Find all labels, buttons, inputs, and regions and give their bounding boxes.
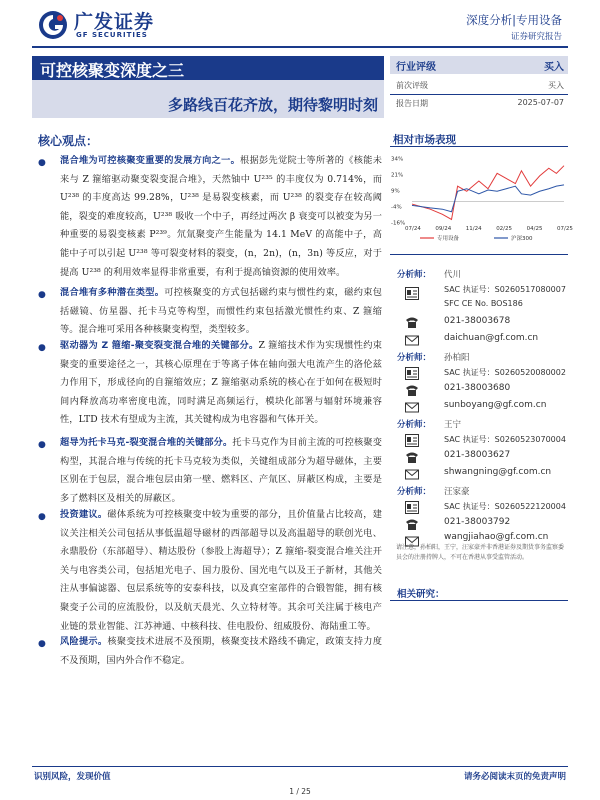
x-tick-label: 09/24 — [435, 226, 452, 232]
paragraph-text: Z 箍缩技术作为实现惯性约束聚变的重要途径之一，其核心原理在于等离子体在轴向强大电流产生的洛伦兹力作用下，形成径向的自箍缩效应；Z 箍缩驱动系统的核心在于如何在极短时间内释放高功率密度电流，同时满足高频运行，模块化部署与辐射环境兼容性，LTD 技术有望成为主流，其关键构成为电容器和气体开关。 — [60, 340, 382, 426]
report-date-label: 报告日期 — [396, 99, 428, 108]
paragraph-3 — [60, 337, 382, 430]
bullet-icon: ● — [38, 512, 46, 522]
chart-bottom-divider — [390, 254, 568, 255]
y-tick-label: 21% — [391, 172, 404, 179]
series-line-0 — [412, 166, 564, 220]
id-card-icon — [405, 367, 419, 380]
analyst-name: 王宁 — [444, 420, 462, 430]
bullet-icon: ● — [38, 440, 46, 450]
report-category: 深度分析|专用设备 — [466, 13, 562, 27]
analyst-disclaimer: 请注意，孙柏阳，王宁，汪家豪并非香港证券及期货事务监察委员会的注册持牌人，不可在香港从事受监管活动。 — [396, 544, 565, 561]
analyst-name: 汪家豪 — [444, 487, 470, 497]
brand-name-en: GF SECURITIES — [76, 31, 148, 39]
id-card-icon — [405, 434, 419, 447]
report-subtitle: 多路线百花齐放，期待黎明时刻 — [167, 96, 378, 114]
y-tick-label: 9% — [391, 188, 400, 195]
paragraph-lead: 混合堆有多种潜在类型。 — [60, 287, 165, 298]
id-card-icon — [405, 287, 419, 300]
footer-slogan: 识别风险，发现价值 — [34, 772, 111, 782]
x-tick-label: 02/25 — [496, 226, 513, 232]
analyst-phone: 021-38003792 — [444, 517, 511, 527]
paragraph-text: 核聚变技术进展不及预期，核聚变技术路线不确定，政策支持力度不及预期，国内外合作不稳定。 — [60, 636, 383, 666]
paragraph-lead: 混合堆为可控核聚变重要的发展方向之一。 — [60, 155, 241, 166]
analyst-email[interactable]: daichuan@gf.com.cn — [444, 333, 539, 343]
analyst-label: 分析师： — [397, 353, 432, 363]
x-tick-label: 11/24 — [465, 226, 482, 232]
prev-rating-label: 前次评级 — [396, 81, 428, 90]
mail-icon — [405, 401, 419, 414]
paragraph-5 — [60, 506, 382, 636]
relative-performance-chart — [390, 150, 573, 245]
paragraph-text: 托卡马克作为目前主流的可控核聚变构型，其混合堆与传统的托卡马克较为类似，关键组成部分为超导磁体，主要区别在于包层，混合堆包层由第一壁、燃料区、产氚区、屏蔽区构成，主要是多了燃料区及相关的屏蔽区。 — [60, 437, 382, 504]
legend-label: 专用设备 — [437, 236, 460, 242]
y-tick-label: -16% — [391, 220, 406, 227]
x-tick-label: 07/24 — [405, 226, 421, 232]
paragraph-lead: 超导为托卡马克-裂变混合堆的关键部分。 — [60, 437, 233, 448]
brand-name-cn: 广发证券 — [74, 11, 155, 33]
x-tick-label: 07/25 — [557, 226, 573, 232]
paragraph-text: 可控核聚变的方式包括磁约束与惯性约束，磁约束包括磁镜、仿星器、托卡马克等构型，而惯性约束包括激光惯性约束、Z 箍缩等。混合堆可采用各种核聚变构型，类型较多。 — [60, 287, 382, 336]
phone-icon — [405, 316, 419, 329]
bullet-icon: ● — [38, 158, 46, 168]
analyst-label: 分析师： — [397, 420, 432, 430]
analyst-label: 分析师： — [397, 487, 432, 497]
rating-value: 买入 — [544, 62, 564, 73]
gf-logo-icon — [38, 10, 68, 40]
paragraph-text: 磁体系统为可控核聚变中较为重要的部分，且价值量占比较高，建议关注相关公司包括从事低温超导磁材的西部超导以及高温超导的联创光电、永鼎股份（东部超导）、精达股份（参股上海超导）；Z 箍缩-裂变混合堆关注开关与电容类公司，包括旭光电子、国力股份、国光电气以及王子新材，其他关注从事偏滤器、包层系统等的安泰科技，以及真空室部件的合锻智能，拥有核聚变子公司的应流股份，以及航天晨光、久立特材等。其余可关注属于核电产业链的景业智能、江苏神通、中核科技、佳电股份、纽威股份、海陆重工等。 — [60, 509, 383, 632]
analyst-name: 代川 — [444, 270, 462, 280]
paragraph-text: 根据彭先觉院士等所著的《核能未来与 Z 箍缩驱动聚变裂变混合堆》，天然铀中 U²³⁵ 的丰度仅为 0.714%，而 U²³⁸ 的丰度高达 99.28%，U²³⁸ 是易裂变核素，而 U²³⁸ 的裂变存在较高阈能，裂变的难度较高，U²³⁸ 吸收一个中子，再经过两次 β 衰变可以被变为另一种重要的易裂变核素 P²³⁹。氘氚聚变产生能量为 14.1 MeV 的高能中子，高能中子可以引起 U²³⁸ 等可裂变材料的裂变，(n，2n)，(n，3n) 等反应，对于提高 U²³⁸ 的利用效率显得非常重要，有利于提高铀资源的使用效率。 — [60, 155, 382, 278]
analyst-email[interactable]: wangjiahao@gf.com.cn — [444, 532, 549, 542]
related-divider — [390, 600, 568, 601]
bullet-icon: ● — [38, 290, 46, 300]
analyst-phone: 021-38003678 — [444, 316, 511, 326]
paragraph-lead: 驱动器为 Z 箍缩-聚变裂变混合堆的关键部分。 — [60, 340, 259, 351]
paragraph-6 — [60, 633, 382, 670]
rating-divider — [390, 94, 568, 95]
footer-divider — [32, 766, 568, 767]
paragraph-4 — [60, 434, 382, 508]
phone-icon — [405, 518, 419, 531]
report-type: 证券研究报告 — [510, 32, 562, 42]
report-title: 可控核聚变深度之三 — [40, 61, 185, 80]
rating-label: 行业评级 — [396, 62, 436, 73]
bullet-icon: ● — [38, 343, 46, 353]
analyst-email[interactable]: shwangning@gf.com.cn — [444, 467, 552, 477]
paragraph-1 — [60, 152, 382, 282]
analyst-sac: SAC 执证号：S0260523070004 — [444, 435, 566, 444]
bullet-icon: ● — [38, 639, 46, 649]
analyst-phone: 021-38003680 — [444, 383, 511, 393]
analyst-label: 分析师： — [397, 270, 432, 280]
report-date-value: 2025-07-07 — [517, 98, 564, 107]
paragraph-lead: 风险提示。 — [60, 636, 108, 647]
analyst-name: 孙柏阳 — [444, 353, 470, 363]
y-tick-label: 34% — [391, 156, 404, 163]
analyst-sac: SAC 执证号：S0260520080002 — [444, 368, 566, 377]
analyst-sfc: SFC CE No. BOS186 — [444, 299, 523, 308]
id-card-icon — [405, 501, 419, 514]
header-divider — [32, 46, 568, 48]
mail-icon — [405, 334, 419, 347]
analyst-sac: SAC 执证号：S0260517080007 — [444, 285, 566, 294]
phone-icon — [405, 384, 419, 397]
paragraph-lead: 投资建议。 — [60, 509, 108, 520]
analyst-phone: 021-38003627 — [444, 450, 511, 460]
mail-icon — [405, 468, 419, 481]
page-number: 1 / 25 — [289, 787, 311, 796]
analyst-email[interactable]: sunboyang@gf.com.cn — [444, 400, 547, 410]
core-views-title: 核心观点： — [38, 134, 99, 148]
paragraph-2 — [60, 284, 382, 340]
chart-title: 相对市场表现 — [393, 134, 456, 146]
analyst-sac: SAC 执证号：S0260522120004 — [444, 502, 566, 511]
prev-rating-value: 买入 — [548, 81, 564, 90]
x-tick-label: 04/25 — [526, 226, 543, 232]
legend-label: 沪深300 — [511, 236, 533, 242]
phone-icon — [405, 451, 419, 464]
chart-divider — [390, 146, 568, 147]
y-tick-label: -4% — [391, 204, 402, 211]
related-research-title: 相关研究： — [397, 589, 445, 600]
footer-disclaimer-link[interactable]: 请务必阅读末页的免责声明 — [463, 772, 566, 782]
